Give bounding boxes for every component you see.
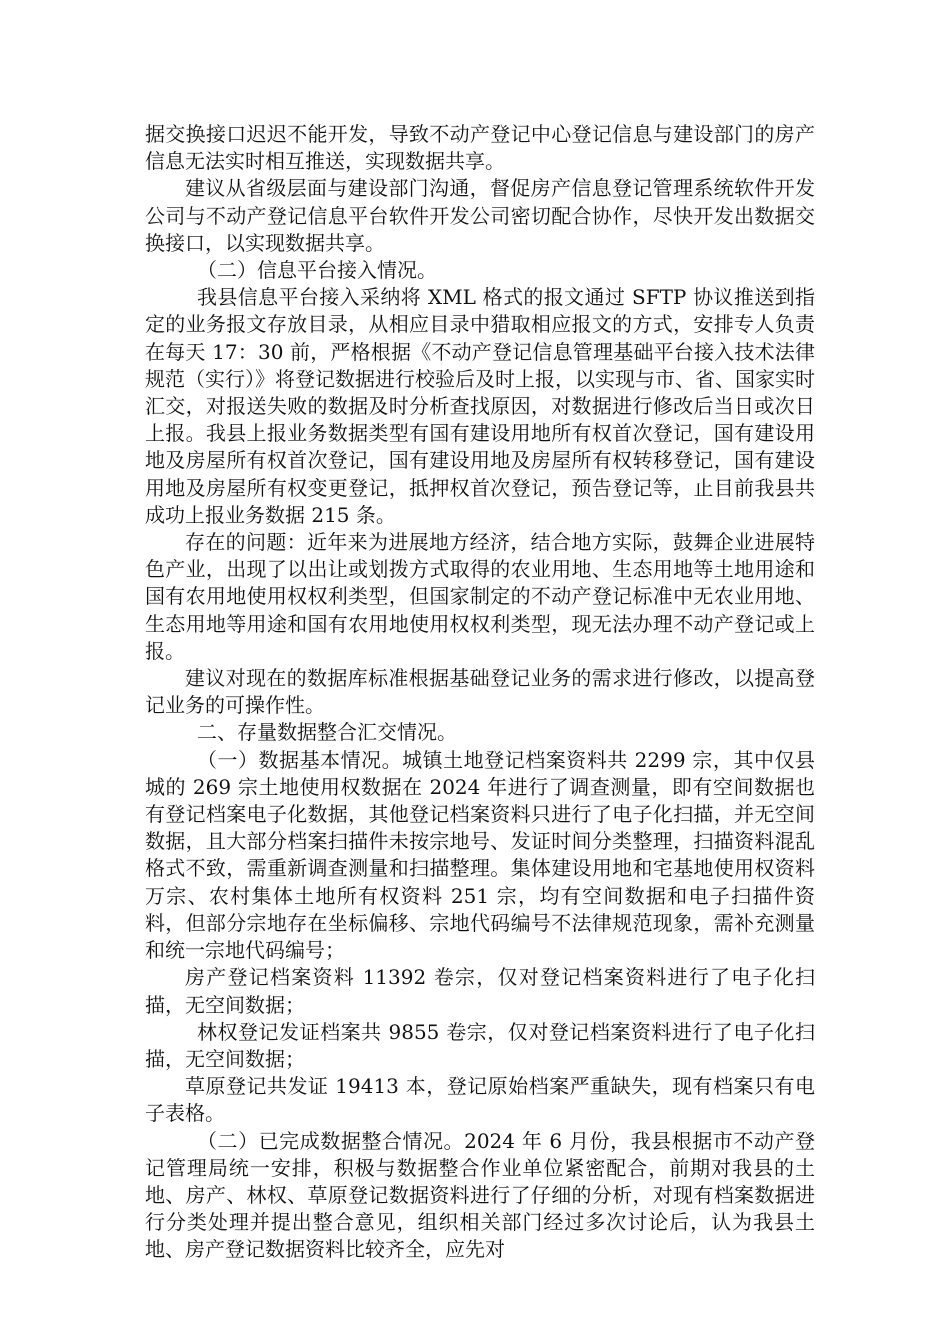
paragraph-1: 据交换接口迟迟不能开发，导致不动产登记中心登记信息与建设部门的房产信息无法实时相互推送，实现数据共享。 (145, 122, 815, 174)
paragraph-12: （二）已完成数据整合情况。2024 年 6 月份，我县根据市不动产登记管理局统一安排，积极与数据整合作业单位紧密配合，前期对我县的土地、房产、林权、草原登记数据资料进行了仔细的分析，对现有档案数据进行分类处理并提出整合意见，组织相关部门经过多次讨论后，认为我县土地、房产登记数据资料比较齐全，应先对 (145, 1128, 815, 1262)
paragraph-9: 房产登记档案资料 11392 卷宗，仅对登记档案资料进行了电子化扫描，无空间数据； (145, 965, 815, 1017)
paragraph-6: 建议对现在的数据库标准根据基础登记业务的需求进行修改，以提高登记业务的可操作性。 (145, 666, 815, 718)
section-heading-stock-data: 二、存量数据整合汇交情况。 (197, 720, 457, 745)
paragraph-2: 建议从省级层面与建设部门沟通，督促房产信息登记管理系统软件开发公司与不动产登记信息平台软件开发公司密切配合协作，尽快开发出数据交换接口，以实现数据共享。 (145, 176, 815, 255)
paragraph-4: 我县信息平台接入采纳将 XML 格式的报文通过 SFTP 协议推送到指定的业务报文存放目录，从相应目录中猎取相应报文的方式，安排专人负责在每天 17：30 前，严格根据《不动产登记信息管理基础平台接入技术法律规范（实行）》将登记数据进行校验后及时上报，以实现与市、省、国家实时汇交，对报送失败的数据及时分析查找原因，对数据进行修改后当日或次日上报。我县上报业务数据类型有国有建设用地所有权首次登记，国有建设用地及房屋所有权首次登记，国有建设用地及房屋所有权转移登记，国有建设用地及房屋所有权变更登记，抵押权首次登记，预告登记等，止目前我县共成功上报业务数据 215 条。 (145, 285, 815, 527)
paragraph-8: （一）数据基本情况。城镇土地登记档案资料共 2299 宗，其中仅县城的 269 宗土地使用权数据在 2024 年进行了调查测量，即有空间数据也有登记档案电子化数据，其他登记档案资料只进行了电子化扫描，并无空间数据，且大部分档案扫描件未按宗地号、发证时间分类整理，扫描资料混乱格式不致，需重新调查测量和扫描整理。集体建设用地和宅基地使用权资料万宗、农村集体土地所有权资料 251 宗，均有空间数据和电子扫描件资料，但部分宗地存在坐标偏移、宗地代码编号不法律规范现象，需补充测量和统一宗地代码编号； (145, 747, 815, 963)
section-heading-platform: （二）信息平台接入情况。 (197, 258, 437, 283)
document-body (145, 121, 815, 1264)
paragraph-11: 草原登记共发证 19413 本，登记原始档案严重缺失，现有档案只有电子表格。 (145, 1074, 815, 1126)
paragraph-5: 存在的问题：近年来为进展地方经济，结合地方实际，鼓舞企业进展特色产业，出现了以出让或划拨方式取得的农业用地、生态用地等土地用途和国有农用地使用权权利类型，但国家制定的不动产登记标准中无农业用地、生态用地等用途和国有农用地使用权权利类型，现无法办理不动产登记或上报。 (145, 530, 815, 663)
paragraph-10: 林权登记发证档案共 9855 卷宗，仅对登记档案资料进行了电子化扫描，无空间数据； (145, 1019, 815, 1071)
